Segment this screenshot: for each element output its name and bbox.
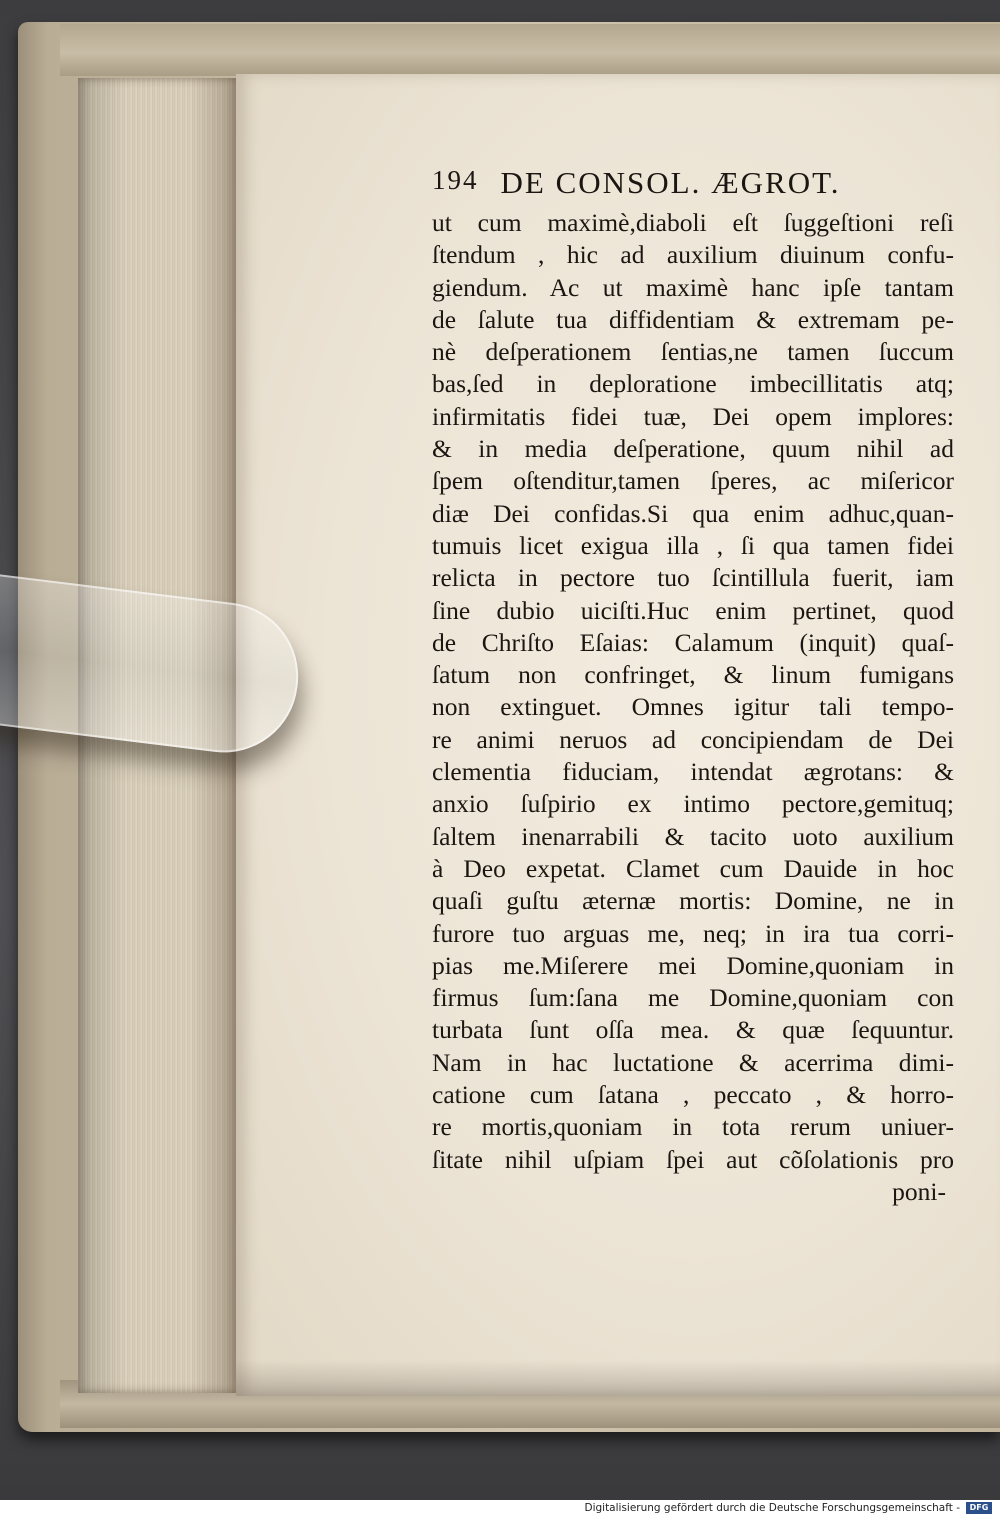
text-line: ſaltem inenarrabili & tacito uoto auxilium [432,821,954,851]
text-line: tumuis licet exigua illa , ſi qua tamen fidei [432,530,954,560]
text-line: & in media deſperatione, quum nihil ad [432,434,954,464]
text-line: giendum. Ac ut maximè hanc ipſe tantam [432,272,954,302]
text-line: turbata ſunt oſſa mea. & quæ ſequuntur. [432,1015,954,1045]
text-line: de ſalute tua diffidentiam & extremam pe- [432,304,954,334]
text-line: diæ Dei confidas.Si qua enim adhuc,quan- [432,498,954,528]
page-bottom-shadow [236,1360,1000,1396]
page-number: 194 [432,165,479,195]
text-line: quaſi guſtu æternæ mortis: Domine, ne in [432,886,954,916]
dfg-logo: DFG [966,1502,992,1514]
text-line: firmus ſum:ſana me Domine,quoniam con [432,983,954,1013]
text-line: de Chriſto Eſaias: Calamum (inquit) quaſ- [432,627,954,657]
text-line: ſine dubio uiciſti.Huc enim pertinet, quod [432,595,954,625]
text-line: ſtendum , hic ad auxilium diuinum confu- [432,240,954,270]
text-line: nè deſperationem ſentias,ne tamen ſuccum [432,337,954,367]
text-line: ſitate nihil uſpiam ſpei aut cõſolationis pro [432,1144,954,1174]
text-line: infirmitatis fidei tuæ, Dei opem implores: [432,401,954,431]
text-line: non extinguet. Omnes igitur tali tempo- [432,692,954,722]
text-lines [432,207,954,1176]
text-line: ſpem oſtenditur,tamen ſperes, ac miſericor [432,466,954,496]
text-line: furore tuo arguas me, neq; in ira tua corri- [432,918,954,948]
text-line: re mortis,quoniam in tota rerum uniuer- [432,1112,954,1142]
footer-credit: Digitalisierung gefördert durch die Deutsche Forschungsgemeinschaft - [584,1502,960,1514]
text-line: ut cum maximè,diaboli eſt ſuggeſtioni reſi [432,208,954,237]
running-head [432,165,954,201]
text-line: ſatum non confringet, & linum fumigans [432,660,954,690]
page-text-block [432,165,954,1208]
text-line: re animi neruos ad concipiendam de Dei [432,724,954,754]
text-line: Nam in hac luctatione & acerrima dimi- [432,1047,954,1077]
cover-top-edge [60,24,1000,76]
text-line: clementia fiduciam, intendat ægrotans: & [432,757,954,787]
text-line: bas,ſed in deploratione imbecillitatis atq; [432,369,954,399]
text-line: pias me.Miſerere mei Domine,quoniam in [432,950,954,980]
catchword: poni- [892,1176,946,1206]
text-line: catione cum ſatana , peccato , & horro- [432,1080,954,1110]
running-title: DE CONSOL. ÆGROT. [500,165,841,200]
text-line: à Deo expetat. Clamet cum Dauide in hoc [432,853,954,883]
text-line: relicta in pectore tuo ſcintillula fuerit, iam [432,563,954,593]
text-line: anxio ſuſpirio ex intimo pectore,gemituq; [432,789,954,819]
